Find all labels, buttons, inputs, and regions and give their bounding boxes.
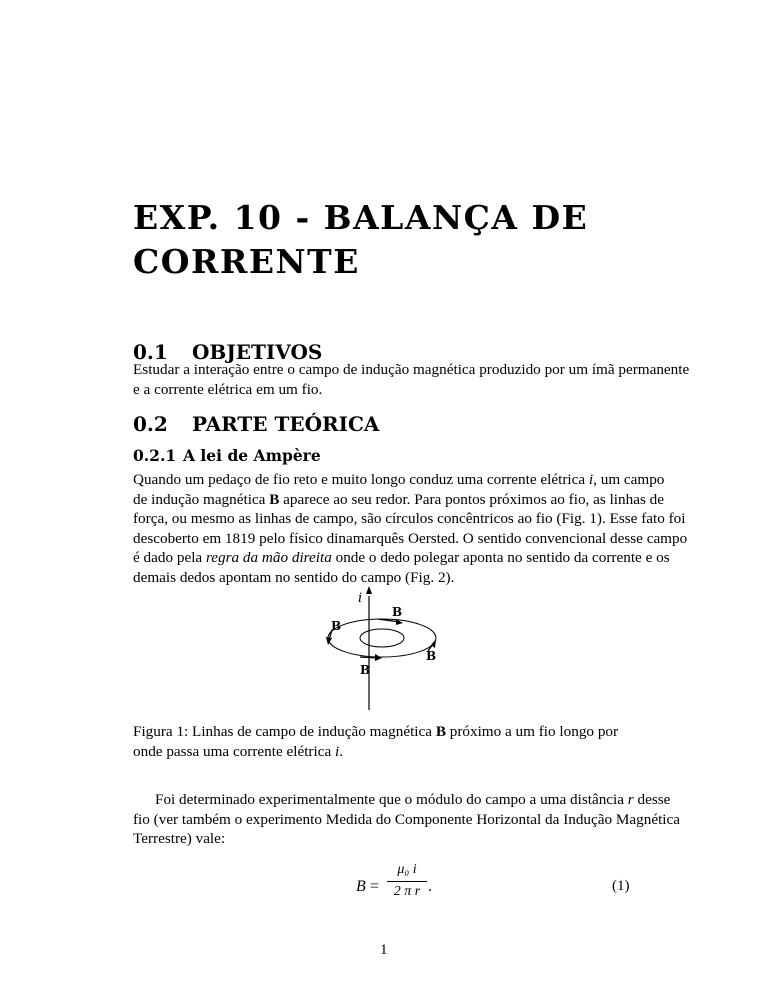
text-line: [133, 470, 665, 490]
text-span: próximo a um fio longo por onde passa: [133, 723, 619, 760]
math-bold-b: B: [435, 723, 446, 740]
text-line: [133, 790, 671, 810]
figure-caption: [133, 722, 637, 761]
section-title: OBJETIVOS: [192, 340, 323, 364]
section-heading-parte-teorica: [133, 412, 379, 436]
label-field-top: B: [392, 605, 403, 619]
text-line: demais dedos apontam no sentido do campo (Fig. 2).: [133, 568, 455, 586]
text-line: Estudar a interação entre o campo de indução magnética produzido por um ímã permanente: [133, 361, 690, 378]
current-arrow-icon: [366, 586, 372, 594]
paragraph-ampere-1: [133, 470, 688, 587]
text-span: onde o dedo polegar aponta no sentido da corrente e os: [335, 549, 670, 566]
arrowhead-icon: [375, 654, 382, 661]
text-line: descoberto em 1819 pelo físico dinamarquês Oersted. O sentido convencional desse campo: [133, 529, 688, 547]
label-field-left: B: [331, 619, 342, 633]
page-number: 1: [380, 942, 388, 958]
text-line: Terrestre) vale:: [133, 830, 226, 847]
text-span: aparece ao seu redor. Para pontos próximos ao fio, as linhas de: [283, 490, 664, 508]
subsection-title: A lei de Ampère: [183, 446, 321, 465]
equation-period: .: [428, 878, 432, 895]
section-number: 0.2: [133, 412, 168, 436]
text-span: é dado pela: [133, 549, 203, 566]
inner-field-line: [360, 629, 404, 647]
label-field-bottom: B: [360, 663, 371, 677]
emphasis-text: regra da mão direita: [205, 549, 332, 566]
section-number: 0.1: [133, 340, 168, 364]
text-span: desse: [637, 791, 671, 808]
math-bold-b: B: [269, 490, 280, 508]
subsection-heading-ampere: [133, 446, 321, 465]
text-line: [133, 490, 664, 510]
equation-lhs: B: [356, 878, 366, 895]
equals-sign: =: [370, 878, 380, 895]
equation-numerator: μ₀ i: [397, 862, 417, 877]
figure-magnetic-field: [300, 582, 470, 712]
text-line: fio (ver também o experimento Medida do Componente Horizontal da Indução Magnética: [133, 810, 680, 828]
arrowhead-icon: [326, 637, 332, 645]
text-line: força, ou mesmo as linhas de campo, são círculos concêntricos ao fio (Fig. 1). Esse fato foi: [133, 510, 686, 527]
text-line: [133, 548, 670, 568]
section-title: PARTE TEÓRICA: [192, 412, 380, 436]
text-span: de indução magnética: [133, 490, 266, 508]
text-span: uma corrente elétrica: [203, 742, 332, 760]
fraction-bar: [387, 881, 427, 882]
math-i: i: [334, 742, 340, 760]
chapter-title: EXP. 10 - BALANÇA DE CORRENTE: [133, 198, 589, 281]
paragraph-ampere-2: [133, 790, 680, 849]
text-span: Foi determinado experimentalmente que o módulo do campo a uma distância: [155, 791, 624, 808]
equation-denominator: 2 π r: [393, 884, 421, 899]
text-line: e a corrente elétrica em um fio.: [133, 380, 323, 398]
label-field-right: B: [426, 649, 437, 663]
subsection-number: 0.2.1: [133, 446, 177, 465]
paragraph-objetivos: [133, 360, 690, 399]
text-span: Quando um pedaço de fio reto e muito longo conduz uma corrente elétrica: [133, 471, 586, 488]
label-current: i: [358, 591, 363, 606]
text-span: Figura 1: Linhas de campo de indução magnética: [133, 723, 433, 740]
math-r: r: [627, 791, 634, 808]
outer-field-line: [328, 619, 436, 657]
math-i: i: [588, 471, 594, 488]
text-span: .: [339, 742, 344, 760]
equation-number: (1): [612, 878, 630, 894]
text-span: , um campo: [593, 471, 665, 488]
